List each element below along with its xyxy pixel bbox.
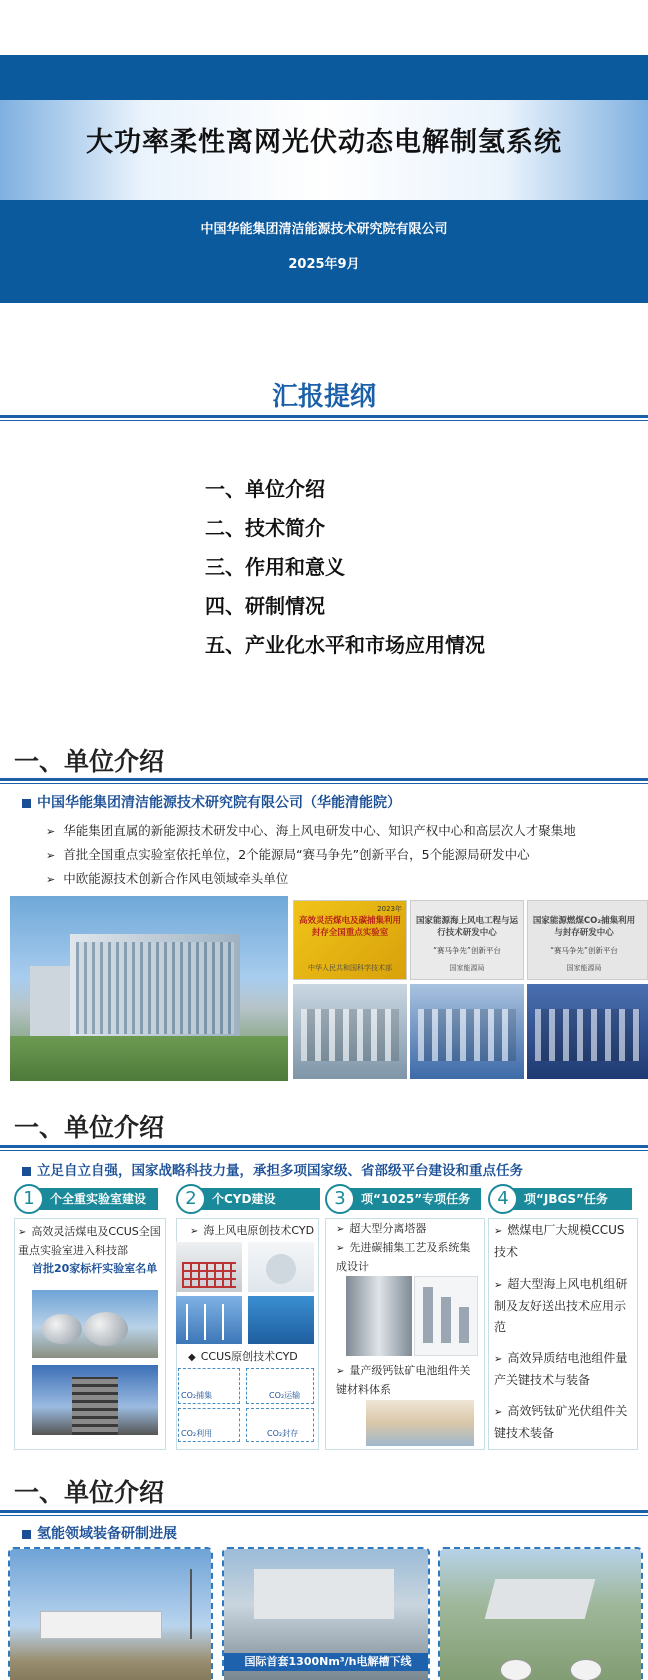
plaque-footer: 中华人民共和国科学技术部 (308, 964, 392, 972)
offshore-structure-diagram (176, 1242, 242, 1292)
control-room-photo (527, 984, 648, 1079)
number-badge: 4 (488, 1184, 518, 1214)
column-label: 个CYD建设 (192, 1188, 320, 1210)
arrow-bullet-icon: ➢ (494, 1354, 503, 1365)
process-diagram (414, 1276, 478, 1356)
arrow-bullet-icon: ➢ (190, 1226, 199, 1237)
column-text (336, 1239, 476, 1276)
outline-item: 一、单位介绍 (205, 477, 325, 501)
divider (0, 1510, 648, 1519)
container-shape (40, 1611, 162, 1639)
highlight-text: 首批20家标杆实验室名单 (32, 1262, 158, 1275)
outline-list (205, 470, 485, 665)
outline-title: 汇报提纲 (271, 382, 376, 412)
installation-vessel-photo (248, 1296, 314, 1344)
arrow-bullet-icon: ➢ (336, 1243, 345, 1254)
subtitle-text: 氢能领域装备研制进展 (37, 1526, 177, 1542)
diagram-node (500, 1659, 532, 1680)
perovskite-material-diagram (366, 1400, 474, 1446)
platforms-slide (0, 1090, 648, 1455)
cover-slide (0, 0, 648, 320)
factory-aerial-photo (224, 1549, 430, 1680)
platform-plaque (527, 900, 648, 980)
tank-shape (42, 1314, 82, 1344)
section-title: 一、单位介绍 (14, 1478, 165, 1507)
plaque-sub: “赛马争先”创新平台 (550, 946, 618, 955)
column-text (336, 1220, 481, 1239)
co2-label: CO₂利用 (181, 1429, 213, 1438)
plant-structure (72, 1377, 118, 1435)
hydrogen-slide (0, 1455, 648, 1680)
section-subtitle (22, 1159, 523, 1179)
co2-label: CO₂封存 (267, 1429, 299, 1438)
unit-intro-slide (0, 720, 648, 1090)
tank-shape (84, 1312, 128, 1346)
outline-item: 四、研制情况 (205, 594, 325, 618)
column-text (18, 1223, 163, 1260)
arrow-bullet-icon: ➢ (18, 1227, 27, 1238)
bullet-item (46, 821, 576, 839)
item-text: 海上风电原创技术CYD (203, 1224, 315, 1237)
column-text (336, 1362, 481, 1399)
section-subtitle (22, 1523, 177, 1543)
divider (0, 415, 648, 424)
column-header (14, 1184, 158, 1214)
outline-item: 三、作用和意义 (205, 555, 345, 579)
outline-item: 二、技术简介 (205, 516, 325, 540)
column-shape (441, 1297, 451, 1343)
wind-farm-photo (176, 1296, 242, 1344)
ccus-capture-box (178, 1368, 240, 1404)
plaque-year: 2023年 (377, 905, 402, 913)
cover-organization: 中国华能集团清洁能源技术研究院有限公司 (200, 222, 448, 237)
arrow-bullet-icon: ➢ (494, 1226, 503, 1237)
arrow-bullet-icon: ➢ (46, 873, 56, 886)
column-label: 项“JBGS”任务 (504, 1188, 632, 1210)
plaque-title: 国家能源燃煤CO₂捕集利用与封存研发中心 (532, 916, 636, 938)
building-photo (10, 896, 288, 1081)
platform-render (248, 1242, 314, 1292)
plaque-title: 国家能源海上风电工程与运行技术研发中心 (415, 916, 518, 938)
turbine-shape (222, 1304, 224, 1340)
arrow-bullet-icon: ➢ (46, 825, 56, 838)
plant-render-photo (440, 1549, 643, 1680)
plant-photo (32, 1365, 158, 1435)
bullet-text: 首批全国重点实验室依托单位，2个能源局“赛马争先”创新平台，5个能源局研发中心 (63, 847, 530, 862)
number-badge: 3 (325, 1184, 355, 1214)
electrolyzer-site-photo (10, 1549, 213, 1680)
outline-item: 五、产业化水平和市场应用情况 (205, 633, 485, 657)
bullet-text: 中欧能源技术创新合作风电领域牵头单位 (63, 871, 289, 886)
bullet-text: 华能集团直属的新能源技术研发中心、海上风电研发中心、知识产权中心和高层次人才聚集地 (63, 823, 576, 838)
lab-photo (410, 984, 524, 1079)
building-main (70, 934, 240, 1044)
divider (0, 778, 648, 787)
divider (0, 1145, 648, 1154)
turbine-shape (204, 1304, 206, 1340)
outline-slide (0, 320, 648, 720)
column-text (494, 1348, 634, 1391)
cover-title: 大功率柔性离网光伏动态电解制氢系统 (86, 127, 562, 158)
arrow-bullet-icon: ➢ (336, 1366, 345, 1377)
column-text (494, 1220, 634, 1263)
photo-frame (222, 1547, 430, 1680)
column-label: 个全重实验室建设 (30, 1188, 158, 1210)
square-bullet-icon (22, 1167, 31, 1176)
platform-shape (266, 1254, 296, 1284)
bullet-item (46, 869, 288, 887)
arrow-bullet-icon: ➢ (46, 849, 56, 862)
photo-frame (438, 1547, 643, 1680)
number-badge: 2 (176, 1184, 206, 1214)
cover-date: 2025年9月 (288, 257, 360, 272)
item-text: 超大型海上风电机组研制及友好送出技术应用示范 (494, 1277, 628, 1334)
co2-label: CO₂运输 (269, 1391, 301, 1400)
column-label: 项“1025”专项任务 (341, 1188, 481, 1210)
column-shape (423, 1287, 433, 1343)
column-header (488, 1184, 638, 1214)
ccus-storage-box (246, 1408, 314, 1442)
ccus-utilization-box (178, 1408, 240, 1442)
section-title: 一、单位介绍 (14, 747, 165, 776)
truss-shape (182, 1262, 236, 1288)
diagram-node (570, 1659, 602, 1680)
pylon-shape (190, 1569, 192, 1639)
column-text (494, 1401, 634, 1444)
lab-tanks-photo (32, 1290, 158, 1358)
column-text (494, 1274, 634, 1338)
subtitle-text: 立足自立自强，国家战略科技力量，承担多项国家级、省部级平台建设和重点任务 (37, 1163, 523, 1179)
diamond-bullet-icon: ◆ (188, 1352, 196, 1363)
factory-shape (254, 1569, 394, 1619)
item-text: 高效异质结电池组件量产关键技术与装备 (494, 1351, 628, 1387)
arrow-bullet-icon: ➢ (336, 1224, 345, 1235)
photo-frame (8, 1547, 213, 1680)
plant-shape (485, 1579, 596, 1619)
column-text (188, 1348, 318, 1367)
column-header (176, 1184, 320, 1214)
co2-label: CO₂捕集 (181, 1391, 213, 1400)
item-text: 高效灵活煤电及CCUS全国重点实验室进入科技部 (18, 1225, 161, 1257)
platform-plaque (410, 900, 524, 980)
section-title: 一、单位介绍 (14, 1113, 165, 1142)
lab-photo (293, 984, 407, 1079)
plaque-title: 高效灵活煤电及碳捕集利用封存全国重点实验室 (298, 916, 401, 938)
arrow-bullet-icon: ➢ (494, 1280, 503, 1291)
factory-banner: 国际首套1300Nm³/h电解槽下线 (224, 1653, 430, 1671)
turbine-shape (186, 1304, 188, 1340)
ccus-transport-box (246, 1368, 314, 1404)
column-text (190, 1222, 320, 1241)
plaque-footer: 国家能源局 (566, 964, 602, 972)
square-bullet-icon (22, 799, 31, 808)
item-text: 先进碳捕集工艺及系统集成设计 (336, 1241, 471, 1273)
square-bullet-icon (22, 1530, 31, 1539)
column-header (325, 1184, 485, 1214)
bullet-item (46, 845, 530, 863)
lab-plaque (293, 900, 407, 980)
section-subtitle (22, 792, 401, 812)
item-text: 燃煤电厂大规模CCUS技术 (494, 1223, 625, 1259)
plaque-footer: 国家能源局 (449, 964, 485, 972)
item-text: 超大型分离塔器 (349, 1222, 427, 1235)
separation-tower-photo (346, 1276, 412, 1356)
item-text: 量产级钙钛矿电池组件关键材料体系 (336, 1364, 471, 1396)
column-shape (459, 1307, 469, 1343)
plaque-sub: “赛马争先”创新平台 (433, 946, 501, 955)
number-badge: 1 (14, 1184, 44, 1214)
item-text: CCUS原创技术CYD (200, 1350, 298, 1363)
lawn (10, 1036, 288, 1081)
arrow-bullet-icon: ➢ (494, 1407, 503, 1418)
item-text: 高效钙钛矿光伏组件关键技术装备 (494, 1404, 628, 1440)
subtitle-text: 中国华能集团清洁能源技术研究院有限公司（华能清能院） (37, 795, 401, 811)
